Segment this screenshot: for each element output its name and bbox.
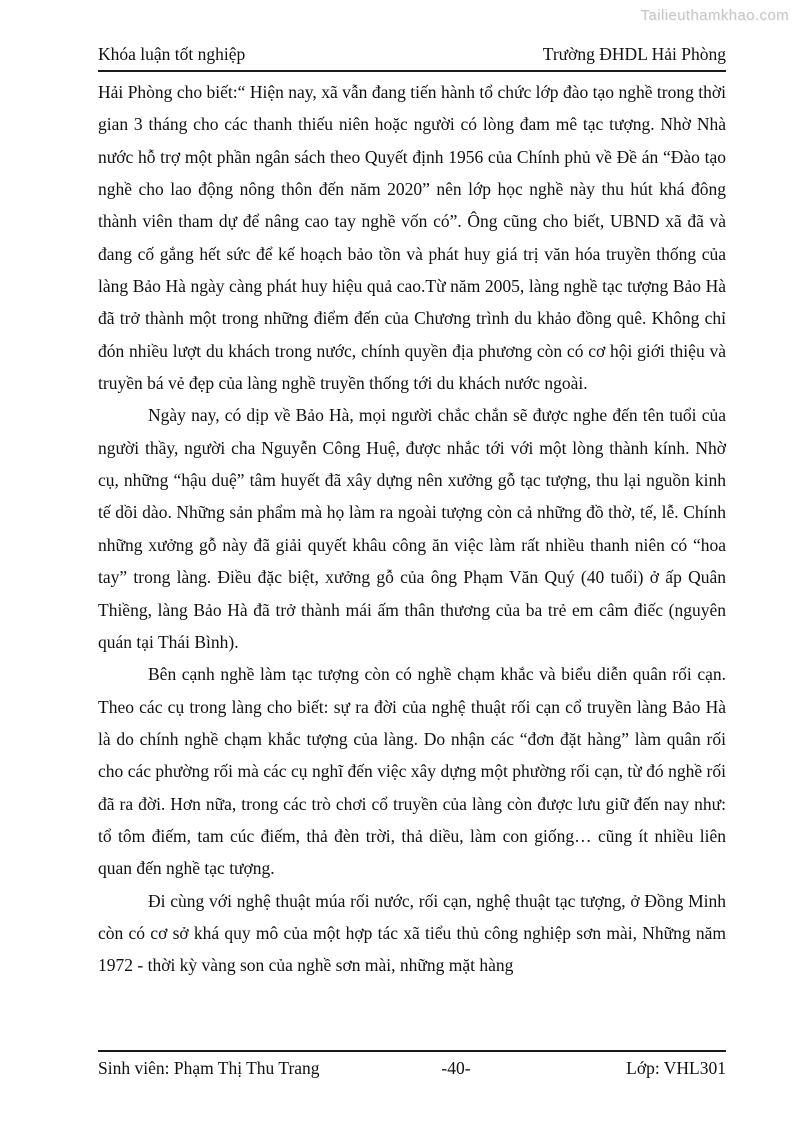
footer-class-label: Lớp: VHL301 xyxy=(626,1058,726,1078)
page-margin-column xyxy=(98,0,726,982)
footer-page-number: -40- xyxy=(441,1058,471,1078)
page-header xyxy=(98,44,726,72)
footer-student-name: Sinh viên: Phạm Thị Thu Trang xyxy=(98,1058,320,1078)
header-right-title: Trường ĐHDL Hải Phòng xyxy=(542,44,726,64)
page-footer xyxy=(98,1050,726,1079)
body-paragraph: Đi cùng với nghệ thuật múa rối nước, rối cạn, nghệ thuật tạc tượng, ở Đồng Minh còn có cơ sở khá quy mô của một hợp tác xã tiểu thủ công nghiệp sơn mài, Những năm 1972 - thời kỳ vàng son của nghề sơn mài, những mặt hàng xyxy=(98,890,726,976)
body-paragraph: Bên cạnh nghề làm tạc tượng còn có nghề chạm khắc và biểu diễn quân rối cạn. Theo các cụ trong làng cho biết: sự ra đời của nghệ thuật rối cạn cổ truyền làng Bảo Hà là do chính nghề chạm khắc tượng của làng. Do nhận các “đơn đặt hàng” làm quân rối cho các phường rối mà các cụ nghĩ đến việc xây dựng một phường rối cạn, từ đó nghề rối đã ra đời. Hơn nữa, trong các trò chơi cổ truyền của làng còn được lưu giữ đến nay như: tổ tôm điếm, tam cúc điếm, thả đèn trời, thả diều, làm con giống… cũng ít nhiều liên quan đến nghề tạc tượng. xyxy=(98,664,726,879)
body-paragraph: Ngày nay, có dịp về Bảo Hà, mọi người chắc chắn sẽ được nghe đến tên tuổi của người thầy, người cha Nguyễn Công Huệ, được nhắc tới với một lòng thành kính. Nhờ cụ, những “hậu duệ” tâm huyết đã xây dựng nên xưởng gỗ tạc tượng, thu lại nguồn kinh tế dồi dào. Những sản phẩm mà họ làm ra ngoài tượng còn cả những đồ thờ, tế, lễ. Chính những xưởng gỗ này đã giải quyết khâu công ăn việc làm rất nhiều thanh niên có “hoa tay” trong làng. Điều đặc biệt, xưởng gỗ của ông Phạm Văn Quý (40 tuổi) ở ấp Quân Thiềng, làng Bảo Hà đã trở thành mái ấm thân thương của ba trẻ em câm điếc (nguyên quán tại Thái Bình). xyxy=(98,405,726,652)
body-paragraph: Hải Phòng cho biết:“ Hiện nay, xã vẫn đang tiến hành tổ chức lớp đào tạo nghề trong thời gian 3 tháng cho các thanh thiếu niên hoặc người có lòng đam mê tạc tượng. Nhờ Nhà nước hỗ trợ một phần ngân sách theo Quyết định 1956 của Chính phủ về Đề án “Đào tạo nghề cho lao động nông thôn đến năm 2020” nên lớp học nghề này thu hút khá đông thành viên tham dự để nâng cao tay nghề vốn có”. Ông cũng cho biết, UBND xã đã và đang cố gắng hết sức để kế hoạch bảo tồn và phát huy giá trị văn hóa truyền thống của làng Bảo Hà ngày càng phát huy hiệu quả cao.Từ năm 2005, làng nghề tạc tượng Bảo Hà đã trở thành một trong những điểm đến của Chương trình du khảo đồng quê. Không chỉ đón nhiều lượt du khách trong nước, chính quyền địa phương còn có cơ hội giới thiệu và truyền bá vẻ đẹp của làng nghề truyền thống tới du khách nước ngoài. xyxy=(98,82,726,394)
document-body xyxy=(98,72,726,982)
header-left-title: Khóa luận tốt nghiệp xyxy=(98,44,246,64)
watermark: Tailieuthamkhao.com xyxy=(640,7,789,24)
